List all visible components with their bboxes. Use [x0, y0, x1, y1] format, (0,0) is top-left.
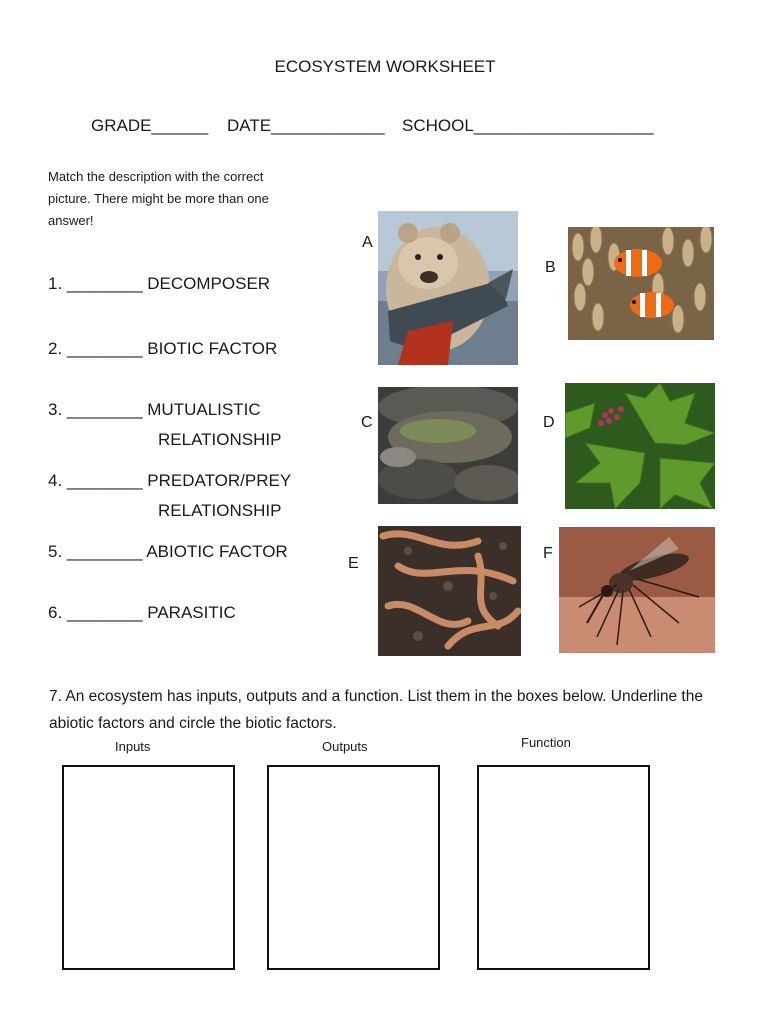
- question-7: 7. An ecosystem has inputs, outputs and a function. List them in the boxes below. Underline the abiotic factors and circle the biotic factors.: [49, 688, 703, 732]
- worms-in-soil-photo: [378, 526, 521, 656]
- question-2: 2. ________ BIOTIC FACTOR: [48, 339, 278, 358]
- question-6: 6. ________ PARASITIC: [48, 603, 236, 622]
- question-3-continuation: RELATIONSHIP: [158, 430, 282, 449]
- school-field[interactable]: SCHOOL___________________: [402, 116, 654, 135]
- outputs-box[interactable]: [267, 765, 440, 970]
- date-field[interactable]: DATE____________: [227, 116, 385, 135]
- outputs-label: Outputs: [322, 739, 368, 754]
- inputs-label: Inputs: [115, 739, 151, 754]
- mosquito-on-skin-photo: [559, 527, 715, 653]
- question-4: 4. ________ PREDATOR/PREY: [48, 471, 292, 490]
- function-label: Function: [521, 735, 571, 750]
- question-5: 5. ________ ABIOTIC FACTOR: [48, 542, 288, 561]
- grade-field[interactable]: GRADE______: [91, 116, 209, 135]
- clownfish-anemone-photo: [568, 227, 714, 340]
- bear-with-salmon-photo: [378, 211, 518, 365]
- question-3: 3. ________ MUTUALISTIC: [48, 400, 261, 419]
- rock-photo: [378, 387, 518, 504]
- picture-letter-c: C: [361, 414, 373, 431]
- page-title: ECOSYSTEM WORKSHEET: [274, 57, 496, 76]
- picture-letter-f: F: [543, 545, 553, 562]
- question-4-continuation: RELATIONSHIP: [158, 501, 282, 520]
- picture-letter-e: E: [348, 555, 359, 572]
- function-box[interactable]: [477, 765, 650, 970]
- picture-letter-a: A: [362, 234, 373, 251]
- picture-letter-d: D: [543, 414, 555, 431]
- question-1: 1. ________ DECOMPOSER: [48, 274, 271, 293]
- instructions: Match the description with the correct picture. There might be more than one answer!: [48, 169, 269, 228]
- plant-leaves-photo: [565, 383, 715, 509]
- picture-letter-b: B: [545, 259, 556, 276]
- inputs-box[interactable]: [62, 765, 235, 970]
